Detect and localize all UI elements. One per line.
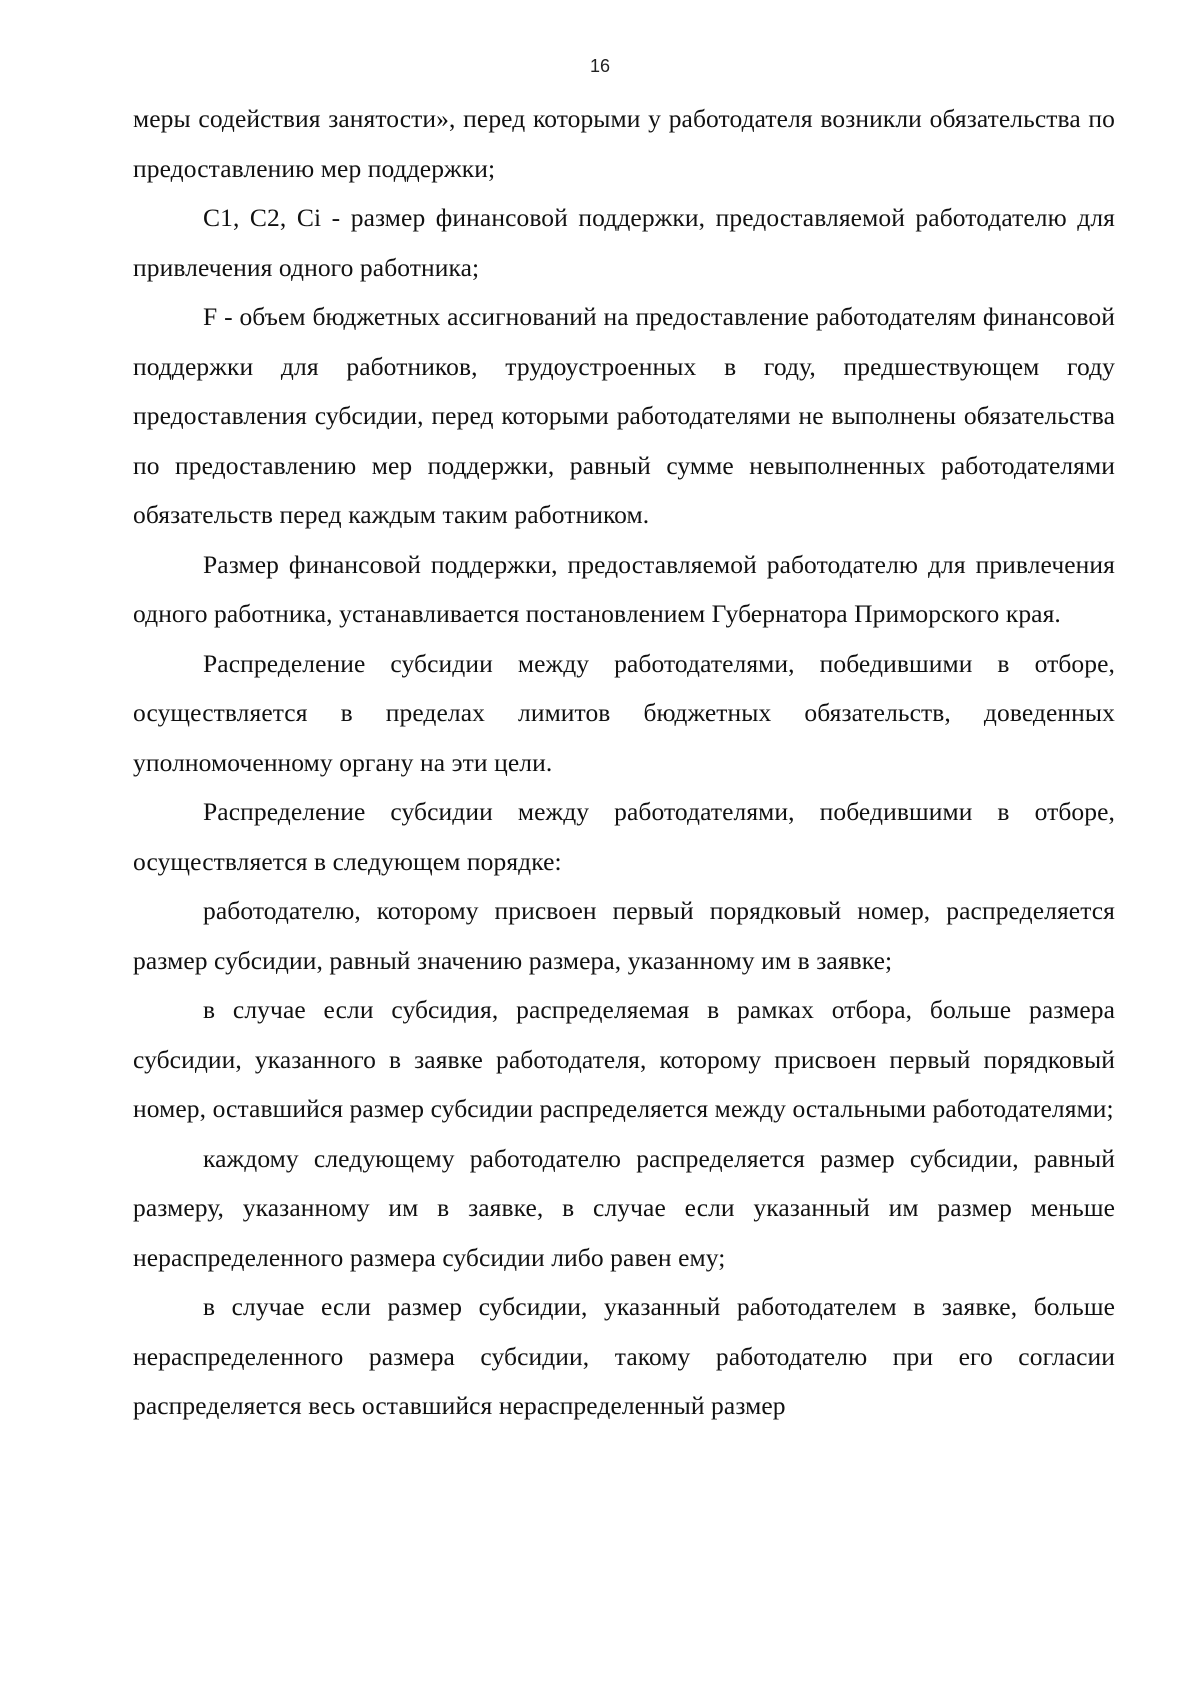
paragraph-distribution-order: Распределение субсидии между работодателями, победившими в отборе, осуществляется в следующем порядке: bbox=[133, 797, 1115, 876]
paragraph-f-definition: F - объем бюджетных ассигнований на предоставление работодателям финансовой поддержки для работников, трудоустроенных в году, предшествующем году предоставления субсидии, перед которыми работодателями не выполнены обязательства по предоставлению мер поддержки, равный сумме невыполненных работодателями обязательств перед каждым таким работником. bbox=[133, 302, 1115, 529]
paragraph-continuation: меры содействия занятости», перед которыми у работодателя возникли обязательства по предоставлению мер поддержки; bbox=[133, 104, 1115, 183]
paragraph-support-size: Размер финансовой поддержки, предоставляемой работодателю для привлечения одного работника, устанавливается постановлением Губернатора Приморского края. bbox=[133, 549, 1115, 628]
page-number: 16 bbox=[589, 56, 611, 76]
paragraph-c-definition: C1, C2, Ci - размер финансовой поддержки, предоставляемой работодателю для привлечения одного работника; bbox=[133, 203, 1115, 282]
paragraph-remaining-subsidy: в случае если субсидия, распределяемая в рамках отбора, больше размера субсидии, указанного в заявке работодателя, которому присвоен первый порядковый номер, оставшийся размер субсидии распределяется между остальными работодателями; bbox=[133, 995, 1115, 1123]
paragraph-next-employer: каждому следующему работодателю распределяется размер субсидии, равный размеру, указанному им в заявке, в случае если указанный им размер меньше нераспределенного размера субсидии либо равен ему; bbox=[133, 1143, 1115, 1272]
document-body bbox=[133, 94, 1115, 1431]
paragraph-exceeding-request: в случае если размер субсидии, указанный работодателем в заявке, больше нераспределенного размера субсидии, такому работодателю при его согласии распределяется весь оставшийся нераспределенный размер bbox=[133, 1292, 1115, 1420]
paragraph-distribution-limits: Распределение субсидии между работодателями, победившими в отборе, осуществляется в пределах лимитов бюджетных обязательств, доведенных уполномоченному органу на эти цели. bbox=[133, 648, 1115, 777]
paragraph-first-employer: работодателю, которому присвоен первый порядковый номер, распределяется размер субсидии, равный значению размера, указанному им в заявке; bbox=[133, 896, 1115, 975]
